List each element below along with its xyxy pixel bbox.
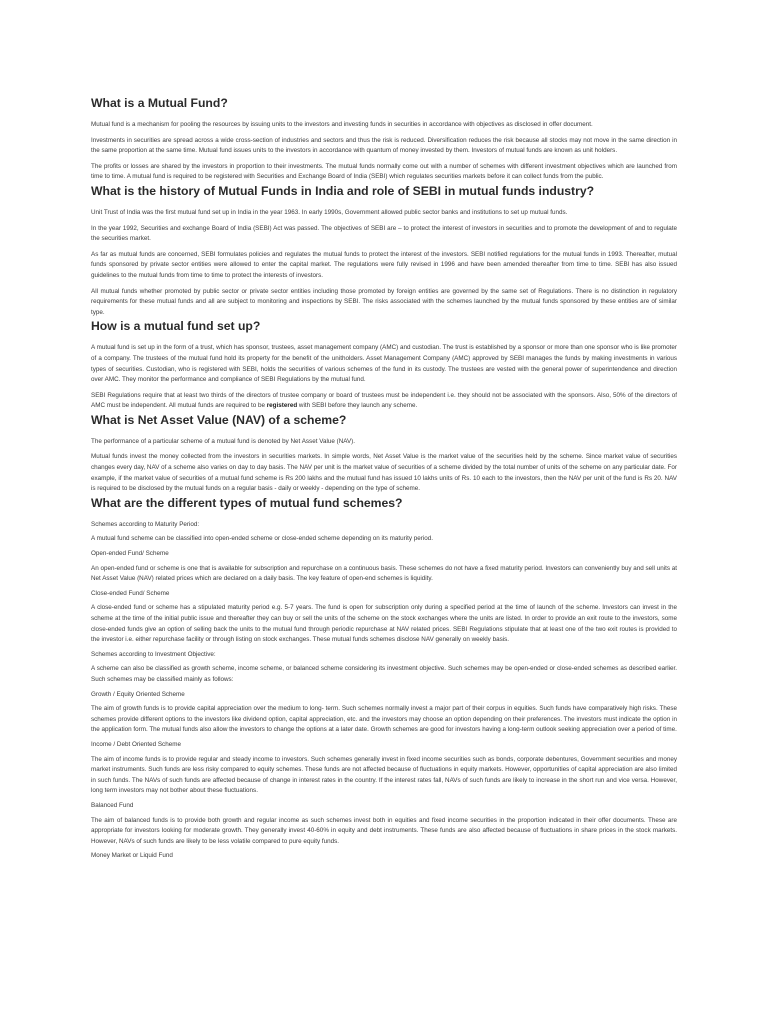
subheading-label: Close-ended Fund/ Scheme: [91, 589, 170, 597]
paragraph: A close-ended fund or scheme has a stipulated maturity period e.g. 5-7 years. The fund is open for subscription only during a specified period at the time of launch of the scheme. Investors can invest in the scheme at the time of the initial public issue and thereafter they can buy or sell the units of the scheme on the stock exchanges where the units are listed. In order to provide an exit route to the investors, some close-ended funds give an option of selling back the units to the mutual fund through periodic repurchase at NAV related prices. SEBI Regulations stipulate that at least one of the two exit routes is provided to the investor i.e. either repurchase facility or through listing on stock exchanges. These mutual funds schemes disclose NAV generally on weekly basis.: [91, 604, 677, 644]
paragraph: Investments in securities are spread across a wide cross-section of industries and sectors and thus the risk is reduced. Diversification reduces the risk because all stocks may not move in the same direction in the same proportion at the same time. Mutual fund issues units to the investors in accordance with quantum of money invested by them. Investors of mutual funds are known as unit holders.: [91, 136, 677, 155]
paragraph: The aim of growth funds is to provide capital appreciation over the medium to long- term. Such schemes normally invest a major part of their corpus in equities. Such funds have comparatively high risks. These schemes provide different options to the investors like dividend option, capital appreciation, etc. and the investors may choose an option depending on their preferences. The investors must indicate the option in the application form. The mutual funds also allow the investors to change the options at a later date. Growth schemes are good for investors having a long-term outlook seeking appreciation over a period of time.: [91, 705, 677, 734]
paragraph: Mutual fund is a mechanism for pooling the resources by issuing units to the investors and investing funds in securities in accordance with objectives as disclosed in offer document.: [91, 121, 593, 128]
paragraph: The profits or losses are shared by the investors in proportion to their investments. The mutual funds normally come out with a number of schemes with different investment objectives which are launched from time to time. A mutual fund is required to be registered with Securities and Exchange Board of India (SEBI) which regulates securities markets before it can collect funds from the public.: [91, 162, 677, 181]
paragraph: The performance of a particular scheme of a mutual fund is denoted by Net Asset Value (NAV).: [91, 437, 356, 445]
subheading-label: Income / Debt Oriented Scheme: [91, 740, 181, 748]
heading-nav: What is Net Asset Value (NAV) of a scheme?: [91, 412, 347, 427]
paragraph: The aim of balanced funds is to provide both growth and regular income as such schemes invest both in equities and fixed income securities in the proportion indicated in their offer documents. These are appropriate for investors looking for moderate growth. They generally invest 40-60% in equity and debt instruments. These funds are also affected because of fluctuations in share prices in the stock markets. However, NAVs of such funds are likely to be less volatile compared to pure equity funds.: [91, 816, 677, 845]
subheading-label: Schemes according to Maturity Period:: [91, 520, 200, 528]
heading-what-is-mutual-fund: What is a Mutual Fund?: [91, 96, 228, 110]
paragraph: A scheme can also be classified as growth scheme, income scheme, or balanced scheme considering its investment objective. Such schemes may be open-ended or close-ended schemes as described earlier. Such schemes may be classified mainly as follows:: [91, 665, 677, 683]
paragraph: As far as mutual funds are concerned, SEBI formulates policies and regulates the mutual funds to protect the interest of the investors. SEBI notified regulations for the mutual funds in 1993. Thereafter, mutual funds sponsored by private sector entities were allowed to enter the capital market. The regulations were fully revised in 1996 and have been amended thereafter from time to time. SEBI has also issued guidelines to the mutual funds from time to time to protect the interests of investors.: [91, 250, 677, 279]
heading-fund-setup: How is a mutual fund set up?: [91, 319, 261, 334]
paragraph: Unit Trust of India was the first mutual fund set up in India in the year 1963. In early 1990s, Government allowed public sector banks and institutions to set up mutual funds.: [91, 208, 568, 216]
subheading-label: Growth / Equity Oriented Scheme: [91, 690, 185, 698]
paragraph: A mutual fund is set up in the form of a trust, which has sponsor, trustees, asset management company (AMC) and custodian. The trust is established by a sponsor or more than one sponsor who is like promoter of a company. The trustees of the mutual fund hold its property for the benefit of the unitholders. Asset Management Company (AMC) approved by SEBI manages the funds by making investments in various types of securities. Custodian, who is registered with SEBI, holds the securities of various schemes of the fund in its custody. The trustees are vested with the general power of superintendence and direction over AMC. They monitor the performance and compliance of SEBI Regulations by the mutual fund.: [91, 344, 677, 384]
subheading-label: Balanced Fund: [91, 801, 134, 809]
paragraph-sebi-regulations: [91, 391, 677, 412]
subheading-label: Schemes according to Investment Objective:: [91, 650, 216, 658]
paragraph: An open-ended fund or scheme is one that is available for subscription and repurchase on a continuous basis. These schemes do not have a fixed maturity period. Investors can conveniently buy and sell units at Net Asset Value (NAV) related prices which are declared on a daily basis. The key feature of open-end schemes is liquidity.: [91, 564, 677, 583]
subheading-label: Open-ended Fund/ Scheme: [91, 550, 169, 558]
heading-history-sebi: What is the history of Mutual Funds in India and role of SEBI in mutual funds industry?: [91, 183, 595, 198]
heading-scheme-types: What are the different types of mutual fund schemes?: [91, 495, 403, 510]
text-run: with SEBI before they launch any scheme.: [297, 402, 418, 410]
paragraph: In the year 1992, Securities and exchange Board of India (SEBI) Act was passed. The objectives of SEBI are – to protect the interest of investors in securities and to promote the development of and to regulate the securities market.: [91, 224, 677, 243]
text-run: SEBI Regulations require that at least two thirds of the directors of trustee company or board of trustees must be independent i.e. they should not be associated with the sponsors. Also, 50% of the directors of AMC must be independent. All mutual funds are required to be: [91, 391, 677, 410]
paragraph: A mutual fund scheme can be classified into open-ended scheme or close-ended scheme depending on its maturity period.: [91, 535, 433, 543]
paragraph: All mutual funds whether promoted by public sector or private sector entities including those promoted by foreign entities are governed by the same set of Regulations. There is no distinction in regulatory requirements for these mutual funds and all are subject to monitoring and inspections by SEBI. The risks associated with the schemes launched by the mutual funds sponsored by these entities are of similar type.: [91, 287, 677, 316]
paragraph: Mutual funds invest the money collected from the investors in securities markets. In simple words, Net Asset Value is the market value of the securities held by the scheme. Since market value of securities changes every day, NAV of a scheme also varies on day to day basis. The NAV per unit is the market value of securities of a scheme divided by the total number of units of the scheme on any particular date. For example, if the market value of securities of a mutual fund scheme is Rs 200 lakhs and the mutual fund has issued 10 lakhs units of Rs. 10 each to the investors, then the NAV per unit of the fund is Rs 20. NAV is required to be disclosed by the mutual funds on a regular basis - daily or weekly - depending on the type of scheme.: [91, 453, 677, 493]
paragraph: The aim of income funds is to provide regular and steady income to investors. Such schemes generally invest in fixed income securities such as bonds, corporate debentures, Government securities and money market instruments. Such funds are less risky compared to equity schemes. These funds are not affected because of fluctuations in equity markets. However, opportunities of capital appreciation are also limited in such funds. The NAVs of such funds are affected because of change in interest rates in the country. If the interest rates fall, NAVs of such funds are likely to increase in the short run and vice versa. However, long term investors may not bother about these fluctuations.: [91, 755, 677, 795]
subheading-label: Money Market or Liquid Fund: [91, 852, 173, 860]
bold-registered: registered: [266, 402, 298, 410]
